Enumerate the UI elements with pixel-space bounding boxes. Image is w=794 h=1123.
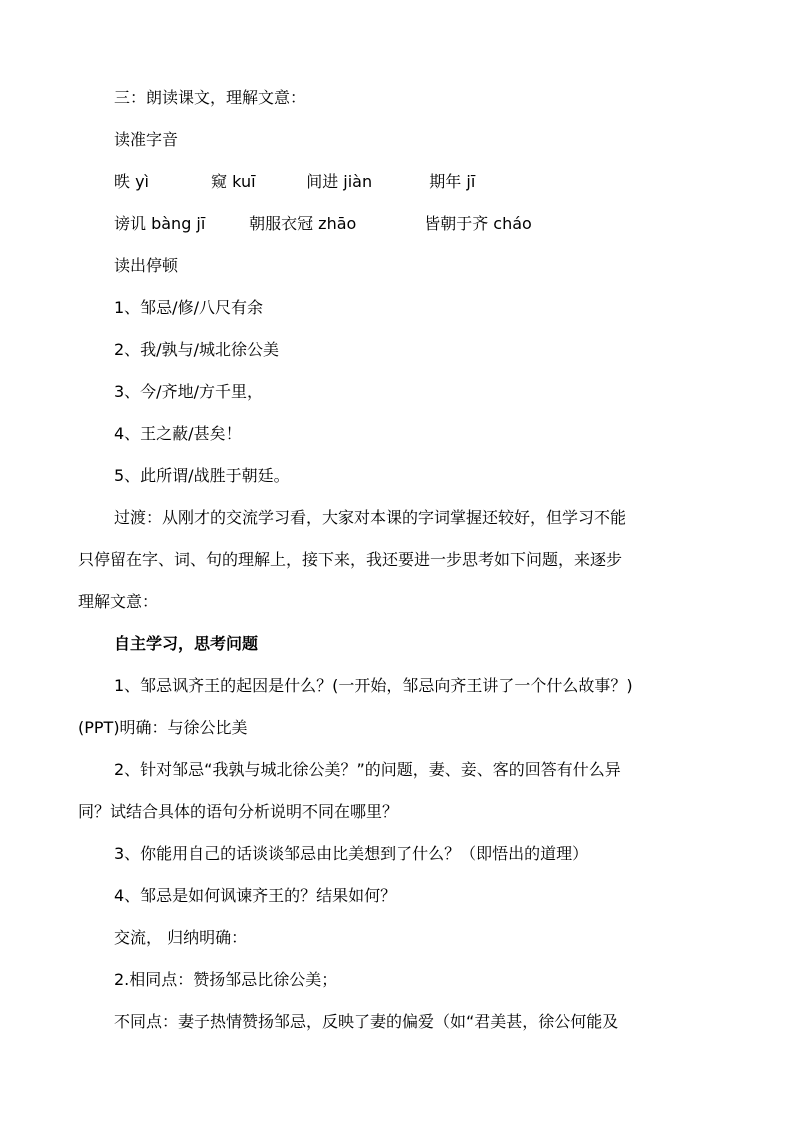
pronunciation-item: 朝服衣冠 zhāo xyxy=(249,214,357,233)
question-4: 4、邹忌是如何讽谏齐王的？结果如何？ xyxy=(114,886,397,905)
pronunciation-row-2 xyxy=(114,214,756,234)
question-3: 3、你能用自己的话谈谈邹忌由比美想到了什么？（即悟出的道理） xyxy=(114,844,589,863)
exchange-conclusion: 交流， 归纳明确： xyxy=(114,928,248,947)
pause-item: 3、今/齐地/方千里， xyxy=(114,382,263,401)
pronunciation-item: 期年 jī xyxy=(429,172,476,191)
section-heading-reading: 三：朗读课文，理解文意： xyxy=(114,88,307,107)
read-pronunciation-heading: 读准字音 xyxy=(114,130,179,149)
pause-item: 5、此所谓/战胜于朝廷。 xyxy=(114,466,290,485)
self-study-heading: 自主学习，思考问题 xyxy=(114,634,259,653)
question-1-line-1: 1、邹忌讽齐王的起因是什么？(一开始，邹忌向齐王讲了一个什么故事？) xyxy=(114,676,633,695)
question-2-line-2: 同？试结合具体的语句分析说明不同在哪里？ xyxy=(78,802,399,821)
pause-item: 2、我/孰与/城北徐公美 xyxy=(114,340,279,359)
different-points: 不同点：妻子热情赞扬邹忌，反映了妻的偏爱（如“君美甚，徐公何能及 xyxy=(114,1012,619,1031)
pause-item: 1、邹忌/修/八尺有余 xyxy=(114,298,263,317)
pronunciation-item: 窥 kuī xyxy=(211,172,256,191)
same-points: 2.相同点：赞扬邹忌比徐公美； xyxy=(114,970,338,989)
question-2-line-1: 2、针对邹忌“我孰与城北徐公美？”的问题，妻、妾、客的回答有什么异 xyxy=(114,760,621,779)
pause-item: 4、王之蔽/甚矣！ xyxy=(114,424,242,443)
question-1-line-2: (PPT)明确：与徐公比美 xyxy=(78,718,248,737)
pronunciation-item: 昳 yì xyxy=(114,172,150,191)
transition-paragraph-line-3: 理解文意： xyxy=(78,592,159,611)
read-pauses-heading: 读出停顿 xyxy=(114,256,179,275)
pronunciation-item: 皆朝于齐 cháo xyxy=(424,214,532,233)
transition-paragraph-line-2: 只停留在字、词、句的理解上，接下来，我还要进一步思考如下问题，来逐步 xyxy=(78,550,623,569)
pronunciation-item: 谤讥 bàng jī xyxy=(114,214,206,233)
pronunciation-item: 间进 jiàn xyxy=(306,172,373,191)
transition-paragraph-line-1: 过渡：从刚才的交流学习看，大家对本课的字词掌握还较好，但学习不能 xyxy=(114,508,627,527)
pronunciation-row-1 xyxy=(114,172,756,192)
